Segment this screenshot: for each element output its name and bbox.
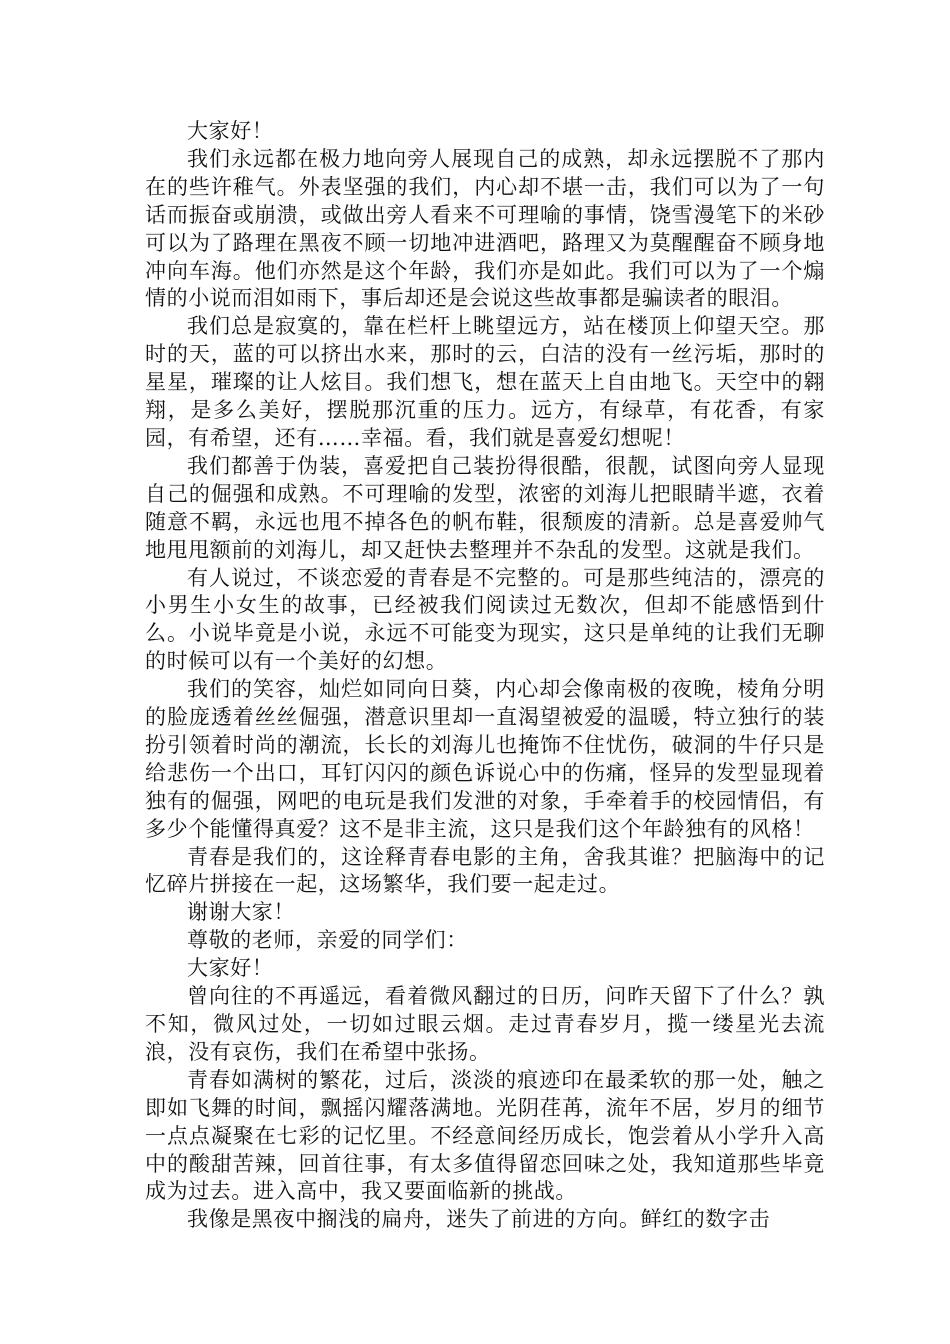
paragraph: 大家好！ <box>187 119 274 143</box>
paragraph: 我们的笑容，灿烂如同向日葵，内心却会像南极的夜晚，棱角分明的脸庞透着丝丝倔强，潜意识里却一直渴望被爱的温暖，特立独行的装扮引领着时尚的潮流，长长的刘海儿也掩饰不住忧伤，破洞的牛仔只是给悲伤一个出口，耳钉闪闪的颜色诉说心中的伤痛，怪异的发型显现着独有的倔强，网吧的电玩是我们发泄的对象，手牵着手的校园情侣，有多少个能懂得真爱？这不是非主流，这只是我们这个年龄独有的风格！ <box>145 677 825 841</box>
paragraph: 我像是黑夜中搁浅的扁舟，迷失了前进的方向。鲜红的数字击 <box>187 1207 771 1232</box>
paragraph: 青春如满树的繁花，过后，淡淡的痕迹印在最柔软的那一处，触之即如飞舞的时间，飘摇闪耀落满地。光阴荏苒，流年不居，岁月的细节一点点凝聚在七彩的记忆里。不经意间经历成长，饱尝着从小学升入高中的酸甜苦辣，回首往事，有太多值得留恋回味之处，我知道那些毕竟成为过去。进入高中，我又要面临新的挑战。 <box>145 1067 825 1204</box>
paragraph: 尊敬的老师，亲爱的同学们： <box>187 928 468 953</box>
paragraph: 我们永远都在极力地向旁人展现自己的成熟，却永远摆脱不了那内在的些许稚气。外表坚强的我们，内心却不堪一击，我们可以为了一句话而振奋或崩溃，或做出旁人看来不可理喻的事情，饶雪漫笔下的米砂可以为了路理在黑夜不顾一切地冲进酒吧，路理又为莫醒醒奋不顾身地冲向车海。他们亦然是这个年龄，我们亦是如此。我们可以为了一个煽情的小说而泪如雨下，事后却还是会说这些故事都是骗读者的眼泪。 <box>145 146 825 311</box>
paragraph: 大家好！ <box>187 956 274 981</box>
paragraph: 我们总是寂寞的，靠在栏杆上眺望远方，站在楼顶上仰望天空。那时的天，蓝的可以挤出水来，那时的云，白洁的没有一丝污垢，那时的星星，璀璨的让人炫目。我们想飞，想在蓝天上自由地飞。天空中的翱翔，是多么美好，摆脱那沉重的压力。远方，有绿草，有花香，有家园，有希望，还有……幸福。看，我们就是喜爱幻想呢！ <box>145 314 825 450</box>
paragraph: 曾向往的不再遥远，看着微风翻过的日历，问昨天留下了什么？孰不知，微风过处，一切如过眼云烟。走过青春岁月，揽一缕星光去流浪，没有哀伤，我们在希望中张扬。 <box>145 984 825 1064</box>
paragraph: 有人说过，不谈恋爱的青春是不完整的。可是那些纯洁的，漂亮的小男生小女生的故事，已经被我们阅读过无数次，但却不能感悟到什么。小说毕竟是小说，永远不可能变为现实，这只是单纯的让我们无聊的时候可以有一个美好的幻想。 <box>145 565 825 674</box>
paragraph: 青春是我们的，这诠释青春电影的主角，舍我其谁？把脑海中的记忆碎片拼接在一起，这场繁华，我们要一起走过。 <box>145 844 825 897</box>
paragraph: 我们都善于伪装，喜爱把自己装扮得很酷，很靓，试图向旁人显现自己的倔强和成熟。不可理喻的发型，浓密的刘海儿把眼睛半遮，衣着随意不羁，永远也甩不掉各色的帆布鞋，很颓废的清新。总是喜爱帅气地甩甩额前的刘海儿，却又赶快去整理并不杂乱的发型。这就是我们。 <box>145 453 825 562</box>
document-body <box>145 118 825 1234</box>
paragraph: 谢谢大家！ <box>187 900 295 925</box>
